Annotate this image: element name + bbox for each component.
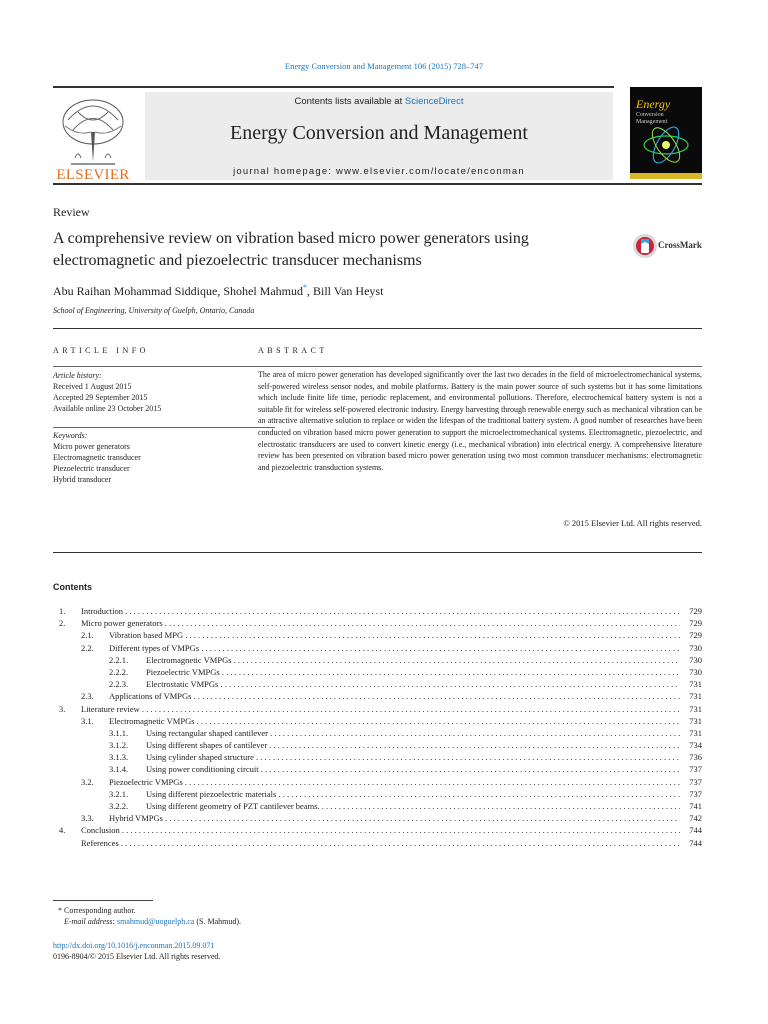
toc-entry-title[interactable]: Using different shapes of cantilever . . . <box>146 739 680 751</box>
keywords-block <box>53 430 141 485</box>
email-link[interactable]: smahmud@uoguelph.ca <box>117 917 195 926</box>
history-item: Received 1 August 2015 <box>53 382 132 391</box>
toc-entry-number: 2. <box>59 618 66 629</box>
toc-entry-title[interactable]: Piezoelectric VMPGs . . . <box>146 666 680 678</box>
keyword-item: Electromagnetic transducer <box>53 453 141 462</box>
toc-entry-page: 737 <box>689 764 702 775</box>
toc-entry[interactable] <box>53 715 702 727</box>
elsevier-wordmark: ELSEVIER <box>56 167 130 183</box>
abstract-bottom-rule <box>53 552 702 553</box>
toc-entry-page: 737 <box>689 788 702 799</box>
email-label: E-mail address: <box>64 917 116 926</box>
toc-entry-number: 3.2.1. <box>109 788 129 799</box>
keyword-item: Micro power generators <box>53 442 130 451</box>
toc-entry-number: 3.1. <box>81 715 94 726</box>
doi-block <box>53 940 220 962</box>
keyword-item: Hybrid transducer <box>53 475 111 484</box>
footnote-rule <box>53 900 153 901</box>
toc-entry-number: 3.1.1. <box>109 727 129 738</box>
toc-entry[interactable] <box>53 788 702 800</box>
toc-entry-page: 731 <box>689 703 702 714</box>
toc-entry-number: 2.2.2. <box>109 666 129 677</box>
toc-entry-number: 2.2. <box>81 642 94 653</box>
toc-entry[interactable] <box>53 763 702 775</box>
toc-entry-page: 744 <box>689 825 702 836</box>
abstract-rule <box>258 366 702 367</box>
toc-entry[interactable] <box>53 617 702 629</box>
toc-entry-title[interactable]: Using rectangular shaped cantilever . . . <box>146 727 680 739</box>
toc-entry[interactable] <box>53 824 702 836</box>
contents-heading: Contents <box>53 582 92 592</box>
toc-entry-number: 3.2. <box>81 776 94 787</box>
toc-entry-page: 736 <box>689 752 702 763</box>
toc-entry-page: 744 <box>689 837 702 848</box>
homepage-prefix: journal homepage: <box>233 166 337 177</box>
toc-entry-page: 731 <box>689 679 702 690</box>
abstract-text: The area of micro power generation has developed significantly over the last two decades in the field of microelectromechanical systems, self-powered wireless sensor nodes, and mobile platforms. Battery is the main power source of such systems but it has some limitations which include finite life time, periodic replacement, and environmental pollutions. Therefore, electrochemical battery system is not a suitable fit for wireless self-powered electronic industry. Energy harvesting through renewable energy such as mechanical vibration can be an attractive alternative solution to replace or widen the lifespan of the traditional battery system. A good number of researches have been conducted on vibration based micro power generation to support the microelectromechanical systems. Electromagnetic, piezoelectric, and electrostatic transducers are used to convert kinetic energy (i.e., mechanical vibration) into electrical energy. A comprehensive literature review has been presented on vibration based micro power generation using two most common transducer mechanisms: electromagnetic and piezoelectric transduction systems. <box>258 370 702 472</box>
toc-entry-number: 2.1. <box>81 630 94 641</box>
keywords-rule <box>53 427 275 428</box>
toc-entry-number: 2.2.1. <box>109 654 129 665</box>
contents-prefix: Contents lists available at <box>294 96 405 107</box>
author-affiliation: School of Engineering, University of Guelph, Ontario, Canada <box>53 306 255 315</box>
toc-entry-title[interactable]: Piezoelectric VMPGs . . . <box>109 776 680 788</box>
article-info-heading: ARTICLE INFO <box>53 346 149 355</box>
toc-entry[interactable] <box>53 812 702 824</box>
toc-entry-number: 3. <box>59 703 66 714</box>
crossmark-label[interactable]: CrossMark <box>658 240 702 250</box>
toc-entry-page: 737 <box>689 776 702 787</box>
toc-entry-number: 3.3. <box>81 813 94 824</box>
toc-entry-page: 729 <box>689 618 702 629</box>
toc-entry[interactable] <box>53 629 702 641</box>
cover-subtitle-line: Management <box>636 119 668 125</box>
toc-entry-title[interactable]: Introduction . . . <box>81 605 680 617</box>
toc-entry[interactable] <box>53 678 702 690</box>
toc-entry[interactable] <box>53 666 702 678</box>
abstract-copyright: © 2015 Elsevier Ltd. All rights reserved. <box>563 518 702 528</box>
author-list <box>53 283 383 299</box>
toc-entry[interactable] <box>53 837 702 849</box>
toc-entry-title[interactable]: Electromagnetic VMPGs . . . <box>146 654 680 666</box>
author-names: Abu Raihan Mohammad Siddique, Shohel Mahmud <box>53 284 303 298</box>
history-item: Available online 23 October 2015 <box>53 404 162 413</box>
toc-entry-title[interactable]: Electromagnetic VMPGs . . . <box>109 715 680 727</box>
corresponding-author-mark[interactable]: * <box>302 283 307 292</box>
toc-entry-page: 731 <box>689 715 702 726</box>
issn-line: 0196-8904/© 2015 Elsevier Ltd. All rights reserved. <box>53 952 221 961</box>
keywords-label: Keywords: <box>53 431 88 440</box>
toc-entry-page: 729 <box>689 630 702 641</box>
toc-entry[interactable] <box>53 800 702 812</box>
toc-entry-page: 731 <box>689 691 702 702</box>
header-bottom-rule <box>53 183 702 185</box>
toc-entry-title[interactable]: Different types of VMPGs . . . <box>109 642 680 654</box>
toc-entry-page: 734 <box>689 740 702 751</box>
corresponding-author-footnote <box>58 905 241 927</box>
journal-homepage <box>145 166 613 177</box>
toc-entry-title[interactable]: Electrostatic VMPGs . . . <box>146 678 680 690</box>
toc-entry[interactable] <box>53 727 702 739</box>
article-type-label: Review <box>53 205 90 219</box>
affiliation-rule <box>53 328 702 329</box>
toc-entry-number: 3.1.3. <box>109 752 129 763</box>
journal-title: Energy Conversion and Management <box>230 122 528 144</box>
toc-entry-number: 3.2.2. <box>109 801 129 811</box>
toc-entry-title[interactable]: Applications of VMPGs . . . <box>109 690 680 702</box>
footnote-text: Corresponding author. <box>64 906 136 915</box>
contents-available-line <box>145 96 613 107</box>
toc-entry-number: 3.1.2. <box>109 740 129 751</box>
toc-entry-title[interactable]: Using different geometry of PZT cantilever beams. . . . <box>146 800 680 812</box>
cover-subtitle <box>636 112 667 126</box>
toc-entry[interactable] <box>53 654 702 666</box>
toc-entry-title[interactable]: Using cylinder shaped structure . . . <box>146 751 680 763</box>
history-item: Accepted 29 September 2015 <box>53 393 148 402</box>
table-of-contents <box>53 605 702 849</box>
toc-entry-number: 3.1.4. <box>109 764 129 775</box>
toc-entry-number: 2.2.3. <box>109 679 129 690</box>
toc-entry-page: 730 <box>689 654 702 665</box>
homepage-url[interactable]: www.elsevier.com/locate/enconman <box>336 166 525 177</box>
doi-link[interactable]: http://dx.doi.org/10.1016/j.enconman.2015.09.071 <box>53 941 215 950</box>
toc-entry-number: 4. <box>59 825 66 836</box>
toc-entry[interactable] <box>53 690 702 702</box>
toc-entry[interactable] <box>53 703 702 715</box>
toc-entry-title[interactable]: Using power conditioning circuit . . . <box>146 763 680 775</box>
article-info-rule <box>53 366 275 367</box>
author-names: , Bill Van Heyst <box>306 284 384 298</box>
history-label: Article history: <box>53 371 102 380</box>
toc-entry-page: 730 <box>689 642 702 653</box>
toc-entry[interactable] <box>53 605 702 617</box>
toc-entry-title[interactable]: Hybrid VMPGs . . . <box>109 812 680 824</box>
email-suffix: (S. Mahmud). <box>196 917 242 926</box>
toc-entry-title[interactable]: Micro power generators . . . <box>81 617 680 629</box>
toc-entry[interactable] <box>53 751 702 763</box>
toc-entry-title[interactable]: Vibration based MPG . . . <box>109 629 680 641</box>
toc-entry-title[interactable]: References . . . <box>81 837 680 849</box>
toc-entry-page: 730 <box>689 666 702 677</box>
footnote-mark: * <box>58 906 62 915</box>
toc-entry-title[interactable]: Literature review . . . <box>81 703 680 715</box>
toc-entry-title[interactable]: Using different piezoelectric materials . . . <box>146 788 680 800</box>
article-title: A comprehensive review on vibration based micro power generators using electromagnetic and piezoelectric transducer mechanisms <box>53 230 529 269</box>
toc-entry-number: 2.3. <box>81 691 94 702</box>
article-history <box>53 370 161 414</box>
toc-entry-page: 741 <box>689 801 702 811</box>
toc-entry-title[interactable]: Conclusion . . . <box>81 824 680 836</box>
toc-entry-page: 729 <box>689 606 702 616</box>
toc-entry-number: 1. <box>59 606 66 616</box>
toc-entry-page: 742 <box>689 813 702 824</box>
toc-entry[interactable] <box>53 642 702 654</box>
cover-title: Energy <box>636 97 671 111</box>
toc-entry-page: 731 <box>689 727 702 738</box>
journal-reference-link[interactable]: Energy Conversion and Management 106 (2015) 728–747 <box>284 61 484 71</box>
footnote-line <box>58 905 241 916</box>
abstract-heading: ABSTRACT <box>258 346 328 355</box>
email-line <box>58 916 241 927</box>
journal-cover-thumbnail[interactable] <box>630 87 702 179</box>
toc-entry[interactable] <box>53 739 702 751</box>
toc-entry[interactable] <box>53 776 702 788</box>
cover-subtitle-line: Conversion <box>636 112 664 118</box>
header-top-rule <box>53 86 614 88</box>
sciencedirect-link[interactable]: ScienceDirect <box>404 96 464 107</box>
keyword-item: Piezoelectric transducer <box>53 464 130 473</box>
